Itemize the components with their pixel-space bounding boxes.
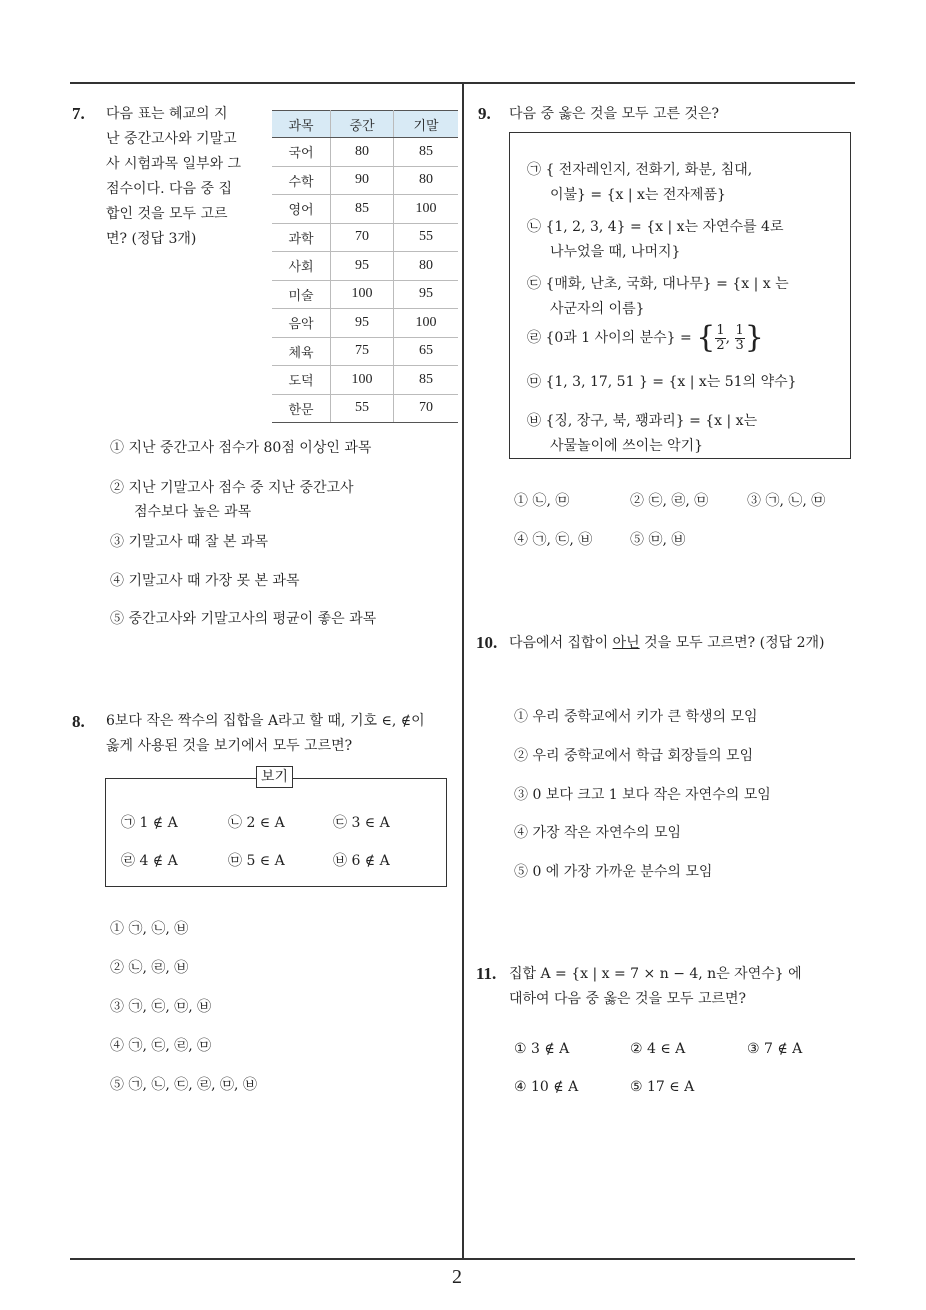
q11-text xyxy=(509,962,802,1012)
q8-option-1[interactable]: ① ㉠, ㉡, ㉥ xyxy=(110,921,189,937)
q8-option-3[interactable]: ③ ㉠, ㉢, ㉤, ㉥ xyxy=(110,999,212,1015)
q7-text-line: 합인 것을 모두 고르 xyxy=(106,206,228,222)
table-cell: 80 xyxy=(331,138,394,167)
q7-option-1[interactable]: ① 지난 중간고사 점수가 80점 이상인 과목 xyxy=(110,440,372,456)
q11-option-3[interactable]: ③ 7 ∉ A xyxy=(747,1041,803,1057)
denominator: 2 xyxy=(716,337,725,353)
q7-text-line: 난 중간고사와 기말고 xyxy=(106,131,237,147)
q10-text-emphasis: 아닌 xyxy=(612,635,640,651)
q7-text-line: 면? (정답 3개) xyxy=(106,231,197,247)
column-header: 중간 xyxy=(331,111,394,138)
q9-option-3[interactable]: ③ ㉠, ㉡, ㉤ xyxy=(747,493,826,509)
table-cell: 100 xyxy=(331,280,394,309)
numerator: 1 xyxy=(735,322,744,338)
table-cell: 80 xyxy=(394,166,459,195)
q9-statement: ㉠ { 전자레인지, 전화기, 화분, 침대, xyxy=(527,162,753,178)
q10-text xyxy=(509,631,824,656)
q8-box-item: ㉠ 1 ∉ A xyxy=(121,815,178,831)
q9-number: 9. xyxy=(478,104,491,123)
column-header: 기말 xyxy=(394,111,459,138)
q11-option-1[interactable]: ① 3 ∉ A xyxy=(514,1041,570,1057)
q8-box-item: ㉡ 2 ∈ A xyxy=(228,815,285,831)
q8-text-line: 6보다 작은 짝수의 집합을 A라고 할 때, 기호 ∈, ∉이 xyxy=(106,713,425,729)
table-cell: 90 xyxy=(331,166,394,195)
fraction xyxy=(715,324,725,353)
q9-option-1[interactable]: ① ㉡, ㉤ xyxy=(514,493,570,509)
q10-text-after: 것을 모두 고르면? (정답 2개) xyxy=(639,635,825,651)
q10-option-5[interactable]: ⑤ 0 에 가장 가까운 분수의 모임 xyxy=(514,864,713,880)
table-cell: 100 xyxy=(394,309,459,338)
page-number: 2 xyxy=(452,1266,462,1288)
table-cell: 70 xyxy=(394,394,459,423)
table-cell: 95 xyxy=(394,280,459,309)
table-cell: 95 xyxy=(331,252,394,281)
table-cell: 65 xyxy=(394,337,459,366)
denominator: 3 xyxy=(735,337,744,353)
table-row xyxy=(272,394,458,423)
q9-statement: ㉥ {징, 장구, 북, 꽹과리} = {x | x는 xyxy=(527,413,758,429)
q7-option-4[interactable]: ④ 기말고사 때 가장 못 본 과목 xyxy=(110,573,300,589)
table-cell: 55 xyxy=(331,394,394,423)
column-header: 과목 xyxy=(272,111,331,138)
table-header-row xyxy=(272,111,458,138)
q8-text xyxy=(106,709,456,759)
table-row xyxy=(272,252,458,281)
q9-statement-cont: 사군자의 이름} xyxy=(550,301,645,317)
q9-option-5[interactable]: ⑤ ㉤, ㉥ xyxy=(630,532,686,548)
q11-option-2[interactable]: ② 4 ∈ A xyxy=(630,1041,686,1057)
q7-option-2[interactable]: ② 지난 기말고사 점수 중 지난 중간고사 xyxy=(110,480,354,496)
q7-option-3[interactable]: ③ 기말고사 때 잘 본 과목 xyxy=(110,534,268,550)
q11-text-line: 집합 A = {x | x = 7 × n − 4, n은 자연수} 에 xyxy=(509,966,802,982)
table-cell: 100 xyxy=(394,195,459,224)
table-cell: 미술 xyxy=(272,280,331,309)
table-cell: 70 xyxy=(331,223,394,252)
q11-option-4[interactable]: ④ 10 ∉ A xyxy=(514,1079,579,1095)
q9-statement: ㉤ {1, 3, 17, 51 } = {x | x는 51의 약수} xyxy=(527,374,797,390)
q9-text: 다음 중 옳은 것을 모두 고른 것은? xyxy=(509,106,720,122)
q9-statement: ㉢ {매화, 난초, 국화, 대나무} = {x | x 는 xyxy=(527,276,789,292)
q7-text xyxy=(106,102,256,252)
table-cell: 영어 xyxy=(272,195,331,224)
table-cell: 85 xyxy=(394,366,459,395)
q8-text-line: 옳게 사용된 것을 보기에서 모두 고르면? xyxy=(106,738,353,754)
q8-box-label: 보기 xyxy=(256,766,293,788)
table-row xyxy=(272,309,458,338)
table-cell: 80 xyxy=(394,252,459,281)
table-cell: 도덕 xyxy=(272,366,331,395)
left-brace-icon: { xyxy=(696,320,716,355)
table-row xyxy=(272,223,458,252)
q8-box-item: ㉤ 5 ∈ A xyxy=(228,853,285,869)
table-cell: 과학 xyxy=(272,223,331,252)
q7-number: 7. xyxy=(72,104,85,123)
q7-text-line: 사 시험과목 일부와 그 xyxy=(106,156,242,172)
table-cell: 75 xyxy=(331,337,394,366)
table-row xyxy=(272,337,458,366)
q7-option-2-cont: 점수보다 높은 과목 xyxy=(134,504,252,520)
table-cell: 음악 xyxy=(272,309,331,338)
q9-statement: ㉡ {1, 2, 3, 4} = {x | x는 자연수를 4로 xyxy=(527,219,784,235)
q10-option-1[interactable]: ① 우리 중학교에서 키가 큰 학생의 모임 xyxy=(514,709,758,725)
q8-example-box xyxy=(105,778,447,887)
table-cell: 체육 xyxy=(272,337,331,366)
q9-option-4[interactable]: ④ ㉠, ㉢, ㉥ xyxy=(514,532,593,548)
table-cell: 95 xyxy=(331,309,394,338)
q10-option-4[interactable]: ④ 가장 작은 자연수의 모임 xyxy=(514,825,682,841)
table-cell: 한문 xyxy=(272,394,331,423)
fraction xyxy=(735,324,745,353)
q7-score-table xyxy=(272,110,458,423)
table-cell: 85 xyxy=(394,138,459,167)
q8-box-item: ㉢ 3 ∈ A xyxy=(333,815,390,831)
q7-text-line: 다음 표는 혜교의 지 xyxy=(106,106,228,122)
table-cell: 국어 xyxy=(272,138,331,167)
q11-text-line: 대하여 다음 중 옳은 것을 모두 고르면? xyxy=(509,991,747,1007)
q8-option-5[interactable]: ⑤ ㉠, ㉡, ㉢, ㉣, ㉤, ㉥ xyxy=(110,1077,257,1093)
q9-option-2[interactable]: ② ㉢, ㉣, ㉤ xyxy=(630,493,709,509)
q9-statement-fraction: ㉣ {0과 1 사이의 분수} = { $\frac{1}{2}$ , $\frac{1}{3}$ } xyxy=(527,320,764,355)
table-cell: 수학 xyxy=(272,166,331,195)
q10-option-2[interactable]: ② 우리 중학교에서 학급 회장들의 모임 xyxy=(514,748,754,764)
table-cell: 사회 xyxy=(272,252,331,281)
q9-statement-cont: 나누었을 때, 나머지} xyxy=(550,244,681,260)
q11-number: 11. xyxy=(476,964,497,983)
q9-statement-cont: 사물놀이에 쓰이는 악기} xyxy=(550,438,704,454)
table-row xyxy=(272,280,458,309)
table-row xyxy=(272,366,458,395)
q9-statement-text: ㉣ {0과 1 사이의 분수} = xyxy=(527,330,692,346)
bottom-rule xyxy=(70,1258,855,1260)
q8-box-item: ㉣ 4 ∉ A xyxy=(121,853,178,869)
q7-text-line: 점수이다. 다음 중 집 xyxy=(106,181,232,197)
q7-option-5[interactable]: ⑤ 중간고사와 기말고사의 평균이 좋은 과목 xyxy=(110,611,377,627)
table-cell: 85 xyxy=(331,195,394,224)
q8-number: 8. xyxy=(72,712,85,731)
numerator: 1 xyxy=(716,322,725,338)
column-divider xyxy=(462,83,464,1258)
q9-statement-cont: 이불} = {x | x는 전자제품} xyxy=(550,187,726,203)
table-cell: 55 xyxy=(394,223,459,252)
table-row xyxy=(272,138,458,167)
q10-text-before: 다음에서 집합이 xyxy=(509,635,613,651)
right-brace-icon: } xyxy=(744,320,764,355)
q11-option-5[interactable]: ⑤ 17 ∈ A xyxy=(630,1079,695,1095)
table-cell: 100 xyxy=(331,366,394,395)
q8-option-2[interactable]: ② ㉡, ㉣, ㉥ xyxy=(110,960,189,976)
table-row xyxy=(272,166,458,195)
q10-option-3[interactable]: ③ 0 보다 크고 1 보다 작은 자연수의 모임 xyxy=(514,787,771,803)
table-row xyxy=(272,195,458,224)
q8-option-4[interactable]: ④ ㉠, ㉢, ㉣, ㉤ xyxy=(110,1038,212,1054)
q8-box-item: ㉥ 6 ∉ A xyxy=(333,853,390,869)
q10-number: 10. xyxy=(476,633,498,652)
